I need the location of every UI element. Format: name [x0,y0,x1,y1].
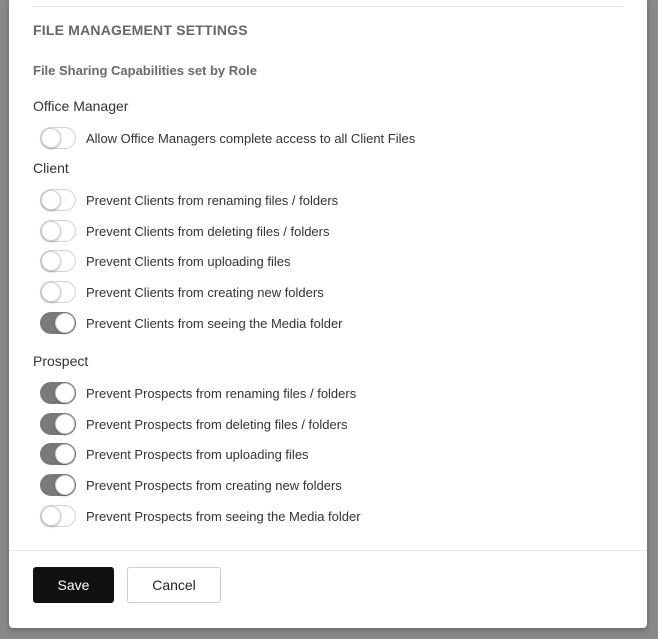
group-heading-client: Client [33,160,69,176]
toggle-row-office-full-access [40,126,415,150]
toggle-row-client-delete [40,219,330,243]
group-heading-prospect: Prospect [33,353,89,369]
toggle-label: Prevent Prospects from uploading files [86,446,309,462]
toggle-row-client-rename [40,188,338,212]
toggle-row-prospect-new-folders [40,473,342,497]
toggle-knob [55,444,75,464]
toggle-label: Prevent Prospects from deleting files / folders [86,416,348,432]
toggle-label: Prevent Prospects from renaming files / folders [86,385,357,401]
toggle-label: Prevent Clients from renaming files / folders [86,192,339,208]
file-settings-modal [9,0,647,628]
client-upload-toggle[interactable] [40,250,76,272]
client-delete-toggle[interactable] [40,220,76,242]
top-divider [33,6,623,7]
prospect-rename-toggle[interactable] [40,382,76,404]
prospect-media-folder-toggle[interactable] [40,505,76,527]
toggle-label: Prevent Clients from uploading files [86,253,291,269]
toggle-knob [41,251,61,271]
toggle-knob [41,128,61,148]
save-button[interactable]: Save [33,567,114,603]
toggle-label: Prevent Prospects from seeing the Media folder [86,508,361,524]
toggle-label: Allow Office Managers complete access to all Client Files [86,130,416,146]
toggle-label: Prevent Clients from seeing the Media folder [86,315,343,331]
toggle-label: Prevent Clients from creating new folders [86,284,324,300]
client-new-folders-toggle[interactable] [40,281,76,303]
toggle-knob [41,506,61,526]
toggle-row-client-upload [40,249,291,273]
subsection-title: File Sharing Capabilities set by Role [33,63,257,78]
toggle-knob [41,282,61,302]
client-rename-toggle[interactable] [40,189,76,211]
toggle-row-prospect-upload [40,442,309,466]
toggle-row-client-new-folders [40,280,324,304]
footer-divider [9,550,647,551]
toggle-row-prospect-rename [40,381,356,405]
toggle-knob [55,383,75,403]
toggle-row-client-media-folder [40,311,343,335]
prospect-delete-toggle[interactable] [40,413,76,435]
prospect-new-folders-toggle[interactable] [40,474,76,496]
toggle-knob [55,414,75,434]
toggle-row-prospect-delete [40,412,348,436]
office-full-access-toggle[interactable] [40,127,76,149]
toggle-knob [55,313,75,333]
prospect-upload-toggle[interactable] [40,443,76,465]
section-title: FILE MANAGEMENT SETTINGS [33,22,248,38]
toggle-knob [55,475,75,495]
toggle-row-prospect-media-folder [40,504,361,528]
toggle-label: Prevent Clients from deleting files / folders [86,223,330,239]
toggle-label: Prevent Prospects from creating new folders [86,477,342,493]
group-heading-office-manager: Office Manager [33,98,129,114]
toggle-knob [41,221,61,241]
toggle-knob [41,190,61,210]
cancel-button[interactable]: Cancel [127,567,221,603]
client-media-folder-toggle[interactable] [40,312,76,334]
